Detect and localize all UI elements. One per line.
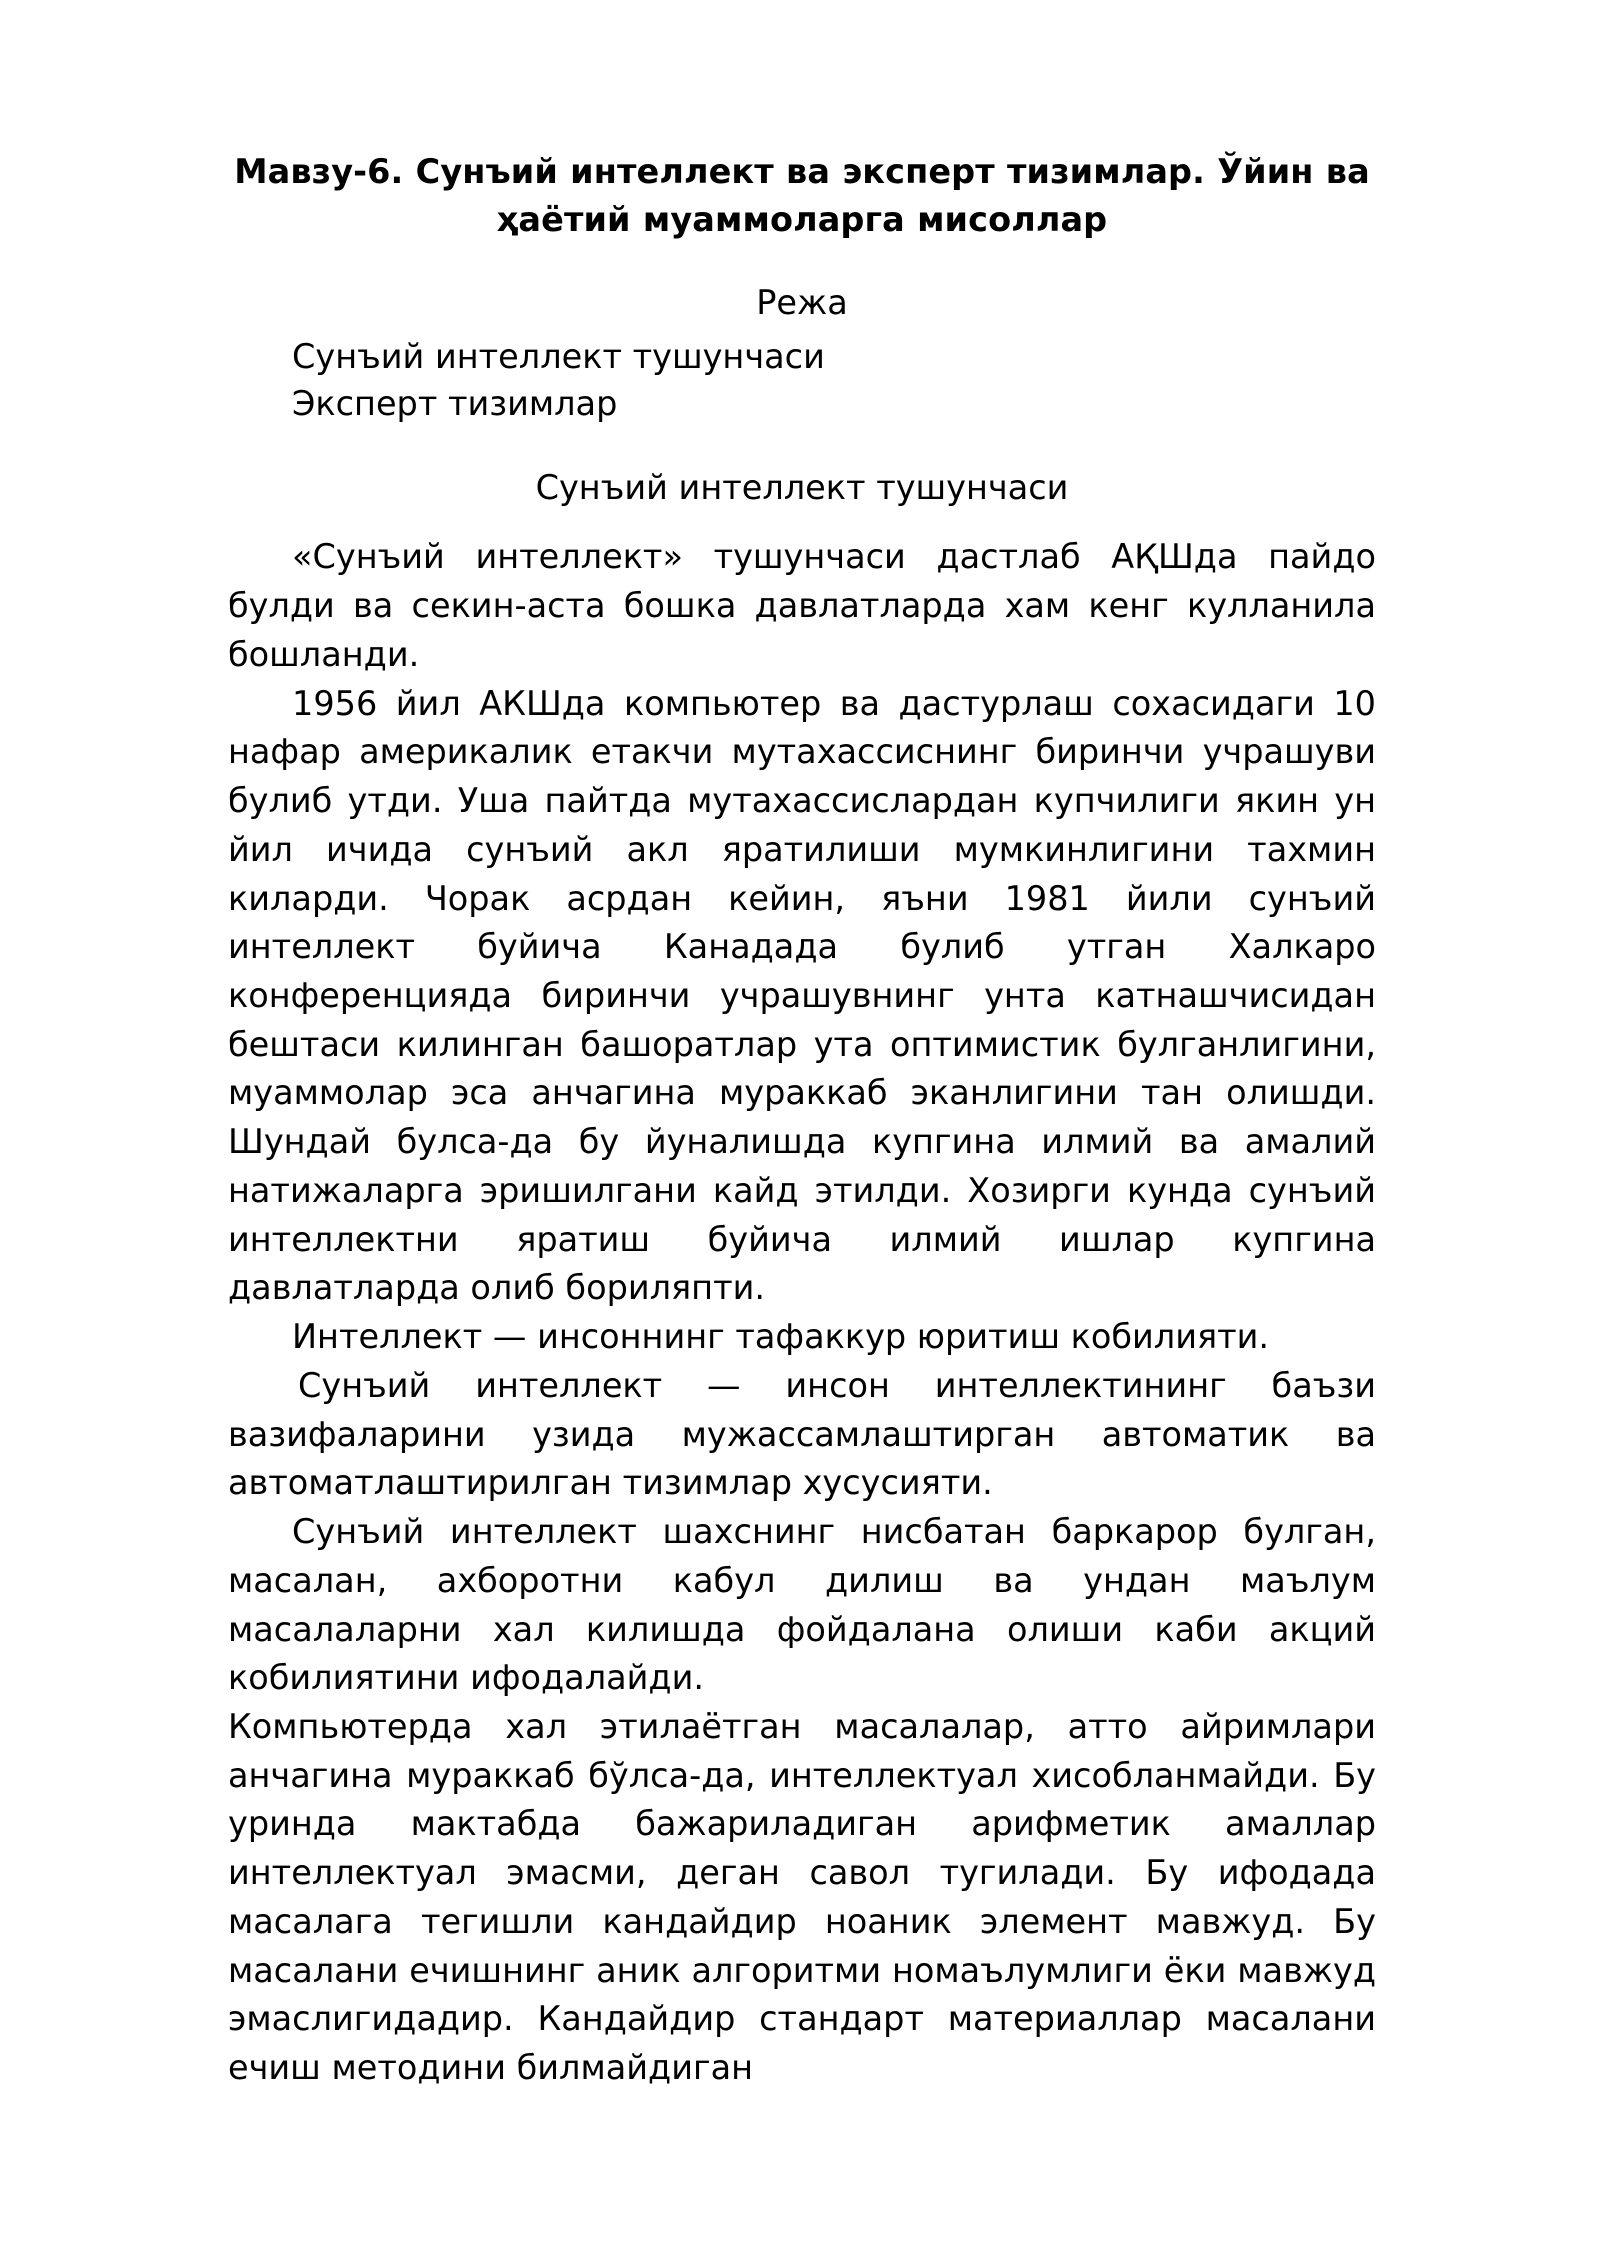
body-paragraph-5: Сунъий интеллект шахснинг нисбатан баркарор булган, масалан, ахборотни кабул дилиш ва ундан маълум масалаларни хал килишда фойдалана олиши каби акций кобилиятини ифодалайди. bbox=[228, 1512, 1376, 1698]
section-spacer bbox=[228, 511, 1376, 533]
plan-list bbox=[228, 333, 1376, 428]
list-item: Сунъий интеллект тушунчаси bbox=[292, 336, 825, 376]
body-paragraph-2: 1956 йил АКШда компьютер ва дастурлаш сохасидаги 10 нафар америкалик етакчи мутахассиснинг биринчи учрашуви булиб утди. Уша пайтда мутахассислардан купчилиги якин ун йил ичида сунъий акл яратилиши мумкинлигини тахмин киларди. Чорак асрдан кейин, яъни 1981 йили сунъий интеллект буйича Канадада булиб утган Халкаро конференцияда биринчи учрашувнинг унта катнашчисидан бештаси килинган башоратлар ута оптимистик булганлигини, муаммолар эса анчагина мураккаб эканлигини тан олишди. Шундай булса-да бу йуналишда купгина илмий ва амалий натижаларга эришилгани кайд этилди. Хозирги кунда сунъий интеллектни яратиш буйича илмий ишлар купгина давлатларда олиб бориляпти. bbox=[228, 683, 1376, 1308]
list-item: Эксперт тизимлар bbox=[292, 384, 618, 424]
body-paragraph-3: Интеллект — инсоннинг тафаккур юритиш кобилияти. bbox=[292, 1317, 1270, 1357]
body-paragraph-4: Сунъий интеллект — инсон интеллектининг баъзи вазифаларини узида мужассамлаштирган автоматик ва автоматлаштирилган тизимлар хусусияти. bbox=[228, 1365, 1376, 1503]
document-content bbox=[228, 148, 1376, 2093]
body-paragraph-6: Компьютерда хал этилаётган масалалар, атто айримлари анчагина мураккаб бўлса-да, интеллектуал хисобланмайди. Бу уринда мактабда бажариладиган арифметик амаллар интеллектуал эмасми, деган савол тугилади. Бу ифодада масалага тегишли кандайдир ноаник элемент мавжуд. Бу масалани ечишнинг аник алгоритми номаълумлиги ёки мавжуд эмаслигидадир. Кандайдир стандарт материаллар масалани ечиш методини билмайдиган bbox=[228, 1707, 1376, 2088]
title-spacer bbox=[228, 243, 1376, 279]
section-heading: Сунъий интеллект тушунчаси bbox=[535, 467, 1069, 507]
plan-heading: Режа bbox=[756, 283, 848, 323]
body-paragraph-1: «Сунъий интеллект» тушунчаси дастлаб АҚШда пайдо булди ва секин-аста бошка давлатларда хам кенг кулланила бошланди. bbox=[228, 537, 1376, 674]
plan-spacer bbox=[228, 428, 1376, 464]
page-title: Мавзу-6. Сунъий интеллект ва эксперт тизимлар. Ўйин ва ҳаётий муаммоларга мисоллар bbox=[234, 152, 1370, 239]
